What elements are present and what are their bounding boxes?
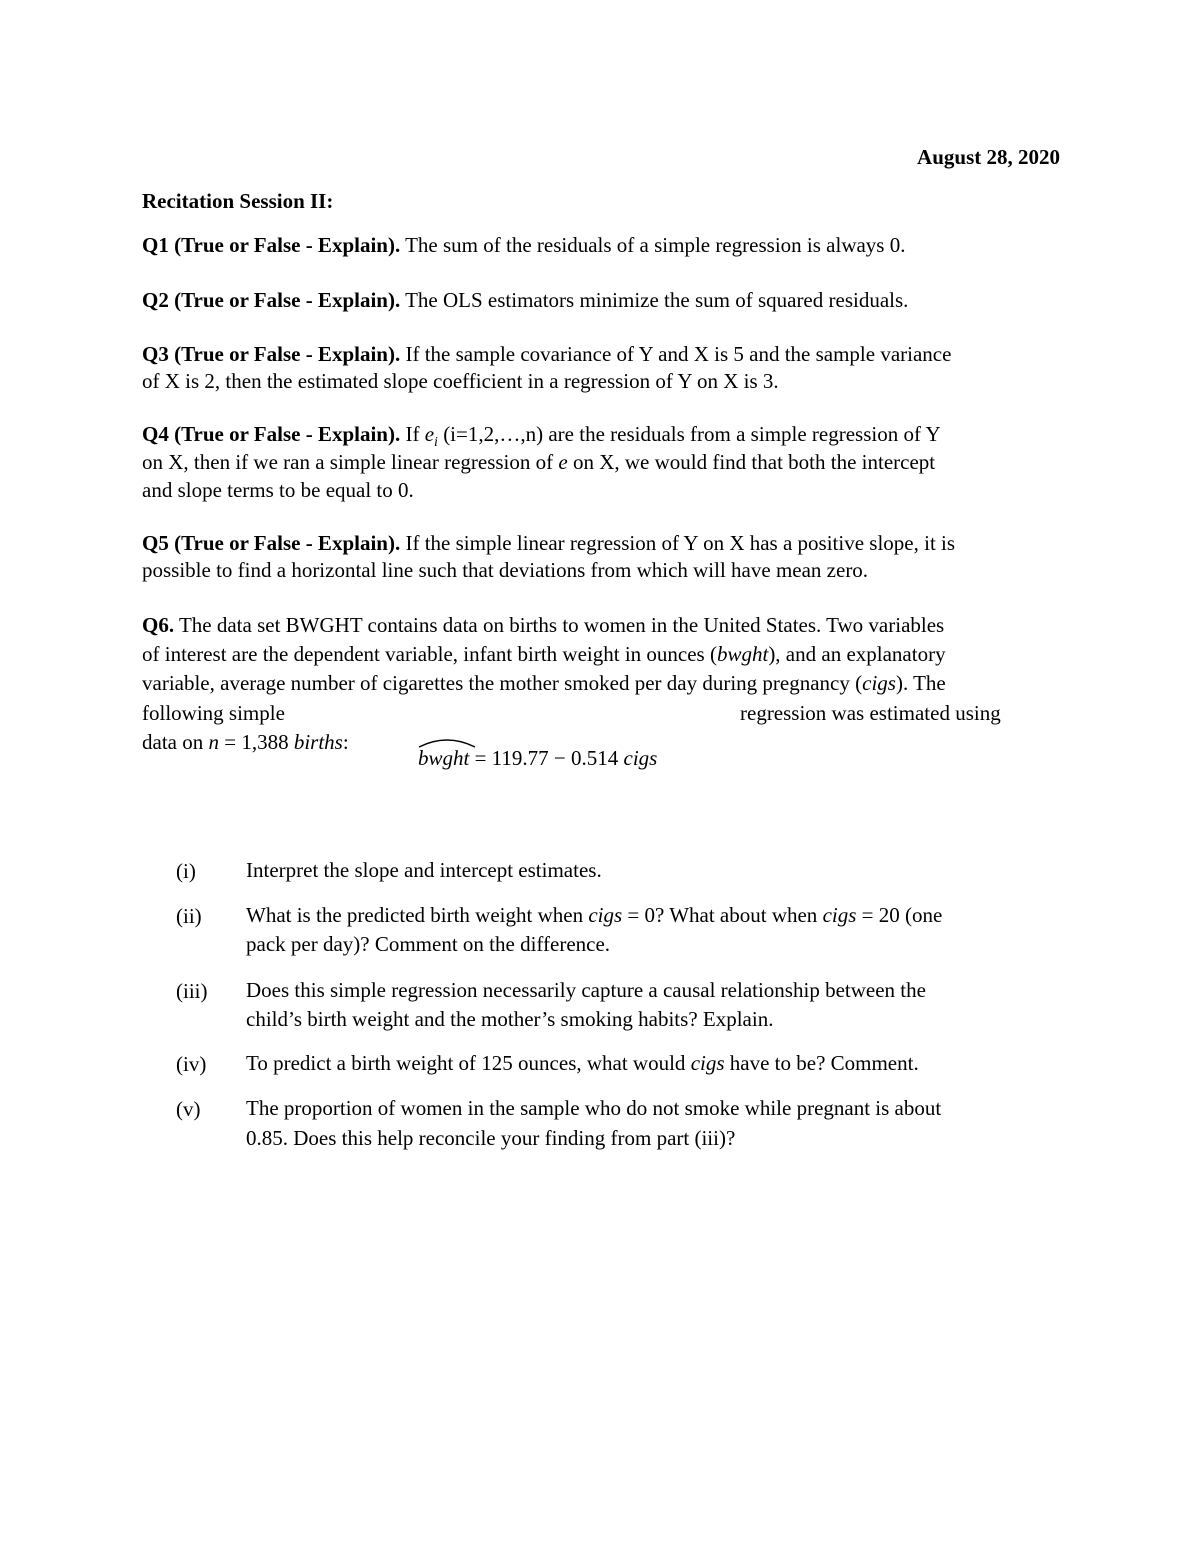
question-label: Q5 (True or False - Explain). xyxy=(142,531,401,555)
question-text: ), and an explanatory xyxy=(768,642,946,666)
question-q6-line4b: regression was estimated using xyxy=(740,701,1001,725)
var-bwght: bwght xyxy=(716,642,769,666)
question-label: Q3 (True or False - Explain). xyxy=(142,342,401,366)
question-text: The data set BWGHT contains data on births to women in the United States. Two variables xyxy=(174,613,945,637)
var-n: n xyxy=(208,730,219,754)
var-cigs: cigs xyxy=(822,903,857,927)
subpart-text: pack per day)? Comment on the difference. xyxy=(246,932,611,956)
subpart-text: Interpret the slope and intercept estimates. xyxy=(246,858,602,882)
question-text: If the sample covariance of Y and X is 5 and the sample variance xyxy=(400,342,952,366)
subpart-number: (iv) xyxy=(176,1052,207,1076)
question-q6-line2 xyxy=(142,641,946,667)
equation-lhs: bwght xyxy=(418,746,470,770)
question-q4-line3: and slope terms to be equal to 0. xyxy=(142,478,414,502)
subpart-text-part: To predict a birth weight of 125 ounces, what would xyxy=(246,1051,691,1075)
subpart-text-part: = 0? What about when xyxy=(622,903,823,927)
residual-subscript: i xyxy=(434,435,438,451)
question-text: = 1,388 xyxy=(218,730,294,754)
question-text: (i=1,2,…,n) are the residuals from a simple regression of Y xyxy=(437,422,941,446)
question-q6-line1 xyxy=(142,612,944,638)
residual-var: e xyxy=(558,450,568,474)
question-text: The OLS estimators minimize the sum of squared residuals. xyxy=(400,288,909,312)
question-q3-line1 xyxy=(142,341,951,367)
subpart-text: child’s birth weight and the mother’s smoking habits? Explain. xyxy=(246,1007,774,1031)
question-text: variable, average number of cigarettes the mother smoked per day during pregnancy ( xyxy=(142,671,863,695)
subpart-text-part: What is the predicted birth weight when xyxy=(246,903,589,927)
equation-body: = 119.77 − 0.514 xyxy=(469,746,624,770)
question-text: of interest are the dependent variable, infant birth weight in ounces ( xyxy=(142,642,717,666)
subpart-text: The proportion of women in the sample who do not smoke while pregnant is about xyxy=(246,1096,942,1120)
subpart-number: (ii) xyxy=(176,904,202,928)
subpart-text xyxy=(246,901,942,930)
subpart-text xyxy=(246,1049,919,1078)
question-text: ). The xyxy=(895,671,946,695)
var-cigs: cigs xyxy=(588,903,623,927)
question-text: data on xyxy=(142,730,209,754)
subpart-text: Does this simple regression necessarily capture a causal relationship between the xyxy=(246,978,926,1002)
question-q6-line5 xyxy=(142,729,349,755)
var-cigs: cigs xyxy=(862,671,896,695)
page-title: Recitation Session II: xyxy=(142,189,334,213)
question-text: : xyxy=(342,730,349,754)
question-q3-line2: of X is 2, then the estimated slope coefficient in a regression of Y on X is 3. xyxy=(142,369,779,393)
var-cigs: cigs xyxy=(690,1051,725,1075)
subpart-text: 0.85. Does this help reconcile your finding from part (iii)? xyxy=(246,1126,736,1150)
document-date: August 28, 2020 xyxy=(917,145,1060,169)
question-label: Q4 (True or False - Explain). xyxy=(142,422,401,446)
subpart-number: (iii) xyxy=(176,979,208,1003)
subpart-number: (i) xyxy=(176,859,196,883)
var-births: births xyxy=(293,730,343,754)
question-q5-line2: possible to find a horizontal line such that deviations from which will have mean zero. xyxy=(142,558,869,582)
question-text: on X, we would find that both the intercept xyxy=(567,450,936,474)
subpart-number: (v) xyxy=(176,1097,201,1121)
question-label: Q1 (True or False - Explain). xyxy=(142,233,401,257)
question-text: on X, then if we ran a simple linear regression of xyxy=(142,450,559,474)
question-text: The sum of the residuals of a simple regression is always 0. xyxy=(400,233,906,257)
question-label: Q2 (True or False - Explain). xyxy=(142,288,401,312)
equation-var: cigs xyxy=(623,746,658,770)
question-label: Q6. xyxy=(142,613,175,637)
question-text: If xyxy=(400,422,425,446)
question-q1 xyxy=(142,232,905,258)
question-q2 xyxy=(142,287,908,313)
residual-symbol: e xyxy=(424,422,435,446)
subpart-text-part: = 20 (one xyxy=(856,903,943,927)
question-q4-line2 xyxy=(142,449,935,475)
question-q6-line3 xyxy=(142,670,946,696)
question-text: If the simple linear regression of Y on X has a positive slope, it is xyxy=(400,531,956,555)
regression-equation xyxy=(418,746,657,771)
question-q5-line1 xyxy=(142,530,955,556)
subpart-text-part: have to be? Comment. xyxy=(724,1051,919,1075)
question-q6-line4a: following simple xyxy=(142,701,285,725)
